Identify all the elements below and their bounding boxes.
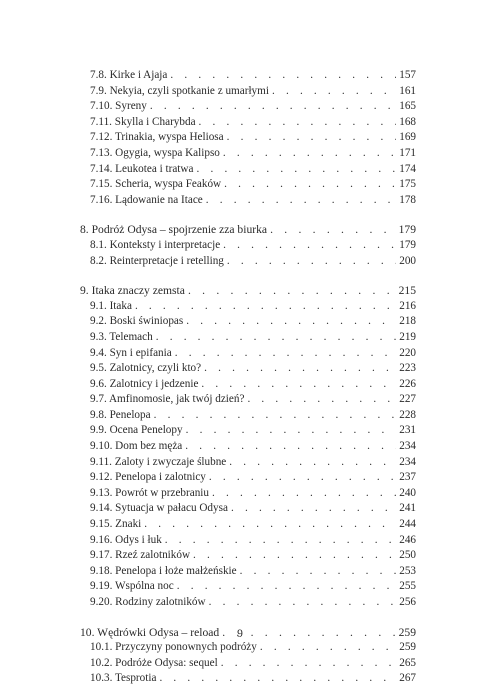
entry-label: 10.1. Przyczyny ponownych podróży bbox=[90, 641, 257, 654]
dot-leader bbox=[227, 254, 396, 270]
toc-entry bbox=[80, 423, 416, 439]
toc-entry bbox=[80, 162, 416, 178]
dot-leader bbox=[212, 486, 396, 502]
entry-page: 179 bbox=[399, 238, 416, 251]
entry-page: 223 bbox=[399, 362, 416, 375]
dot-leader bbox=[206, 193, 396, 209]
toc-entry bbox=[80, 501, 416, 517]
section-8 bbox=[80, 222, 416, 269]
dot-leader bbox=[170, 68, 396, 84]
entry-label: 9.9. Ocena Penelopy bbox=[90, 424, 183, 437]
dot-leader bbox=[247, 392, 396, 408]
chapter-page: 259 bbox=[398, 625, 416, 639]
toc-entry bbox=[80, 177, 416, 193]
toc-entry bbox=[80, 299, 416, 315]
dot-leader bbox=[199, 115, 397, 131]
entry-page: 241 bbox=[399, 502, 416, 515]
entry-label: 9.10. Dom bez męża bbox=[90, 440, 183, 453]
dot-leader bbox=[240, 564, 397, 580]
entry-label: 9.13. Powrót w przebraniu bbox=[90, 486, 209, 499]
toc-entry bbox=[80, 408, 416, 424]
entry-label: 8.1. Konteksty i interpretacje bbox=[90, 238, 221, 251]
entry-label: 9.11. Zaloty i zwyczaje ślubne bbox=[90, 455, 227, 468]
entry-page: 165 bbox=[399, 100, 416, 113]
toc-entry bbox=[80, 548, 416, 564]
entry-page: 220 bbox=[399, 346, 416, 359]
entry-label: 9.4. Syn i epifania bbox=[90, 346, 172, 359]
entry-page: 250 bbox=[399, 549, 416, 562]
toc-entry bbox=[80, 564, 416, 580]
entry-label: 7.11. Skylla i Charybda bbox=[90, 115, 196, 128]
entry-page: 219 bbox=[399, 330, 416, 343]
toc-entry bbox=[80, 330, 416, 346]
toc-entry bbox=[80, 146, 416, 162]
dot-leader bbox=[227, 130, 397, 146]
toc-entry bbox=[80, 656, 416, 672]
entry-page: 168 bbox=[399, 115, 416, 128]
toc-entry bbox=[80, 68, 416, 84]
entry-page: 237 bbox=[399, 471, 416, 484]
toc-entry bbox=[80, 238, 416, 254]
toc-entry bbox=[80, 130, 416, 146]
entry-label: 9.6. Zalotnicy i jedzenie bbox=[90, 377, 199, 390]
entry-page: 216 bbox=[399, 299, 416, 312]
entry-page: 256 bbox=[399, 596, 416, 608]
entry-page: 228 bbox=[399, 408, 416, 421]
entry-page: 253 bbox=[399, 564, 416, 577]
entry-label: 9.15. Znaki bbox=[90, 518, 142, 531]
toc-entry bbox=[80, 517, 416, 533]
dot-leader bbox=[201, 377, 396, 393]
entry-page: 255 bbox=[399, 580, 416, 593]
toc-entry bbox=[80, 193, 416, 209]
entry-page: 231 bbox=[399, 424, 416, 437]
dot-leader bbox=[221, 656, 397, 672]
toc-entry bbox=[80, 377, 416, 393]
dot-leader bbox=[223, 238, 396, 254]
table-of-contents bbox=[80, 68, 416, 687]
entry-label: 9.5. Zalotnicy, czyli kto? bbox=[90, 362, 202, 375]
entry-label: 7.8. Kirke i Ajaja bbox=[90, 69, 168, 81]
dot-leader bbox=[224, 177, 396, 193]
dot-leader bbox=[144, 517, 396, 533]
entry-page: 244 bbox=[399, 518, 416, 531]
dot-leader bbox=[186, 423, 397, 439]
section-7 bbox=[80, 68, 416, 208]
toc-entry bbox=[80, 595, 416, 611]
dot-leader bbox=[260, 640, 396, 656]
entry-label: 9.16. Odys i łuk bbox=[90, 533, 162, 546]
chapter-label: 9. Itaka znaczy zemsta bbox=[80, 284, 185, 298]
dot-leader bbox=[156, 330, 397, 346]
entry-label: 9.18. Penelopa i łoże małżeńskie bbox=[90, 564, 237, 577]
dot-leader bbox=[204, 361, 396, 377]
entry-page: 157 bbox=[399, 69, 416, 81]
chapter-label: 10. Wędrówki Odysa – reload bbox=[80, 625, 220, 639]
entry-label: 10.3. Tesprotia bbox=[90, 672, 157, 685]
toc-entry bbox=[80, 314, 416, 330]
dot-leader bbox=[209, 470, 396, 486]
chapter-page: 215 bbox=[398, 284, 416, 298]
toc-entry bbox=[80, 533, 416, 549]
dot-leader bbox=[188, 283, 396, 299]
entry-label: 7.9. Nekyia, czyli spotkanie z umarłymi bbox=[90, 84, 269, 97]
entry-page: 259 bbox=[399, 641, 416, 654]
entry-label: 10.2. Podróże Odysa: sequel bbox=[90, 656, 218, 669]
entry-page: 240 bbox=[399, 486, 416, 499]
entry-page: 218 bbox=[399, 315, 416, 328]
toc-entry bbox=[80, 99, 416, 115]
entry-page: 171 bbox=[399, 146, 416, 159]
entry-page: 174 bbox=[399, 162, 416, 175]
entry-label: 7.13. Ogygia, wyspa Kalipso bbox=[90, 146, 220, 159]
entry-label: 7.15. Scheria, wyspa Feaków bbox=[90, 178, 222, 191]
dot-leader bbox=[231, 501, 396, 517]
entry-label: 9.7. Amfinomosie, jak twój dzień? bbox=[90, 393, 245, 406]
toc-entry bbox=[80, 361, 416, 377]
dot-leader bbox=[229, 455, 396, 471]
toc-entry bbox=[80, 254, 416, 270]
dot-leader bbox=[175, 346, 397, 362]
chapter-label: 8. Podróż Odysa – spojrzenie zza biurka bbox=[80, 223, 268, 237]
page-number: 9 bbox=[237, 628, 243, 640]
entry-label: 7.14. Leukotea i tratwa bbox=[90, 162, 194, 175]
dot-leader bbox=[185, 439, 396, 455]
entry-label: 9.12. Penelopa i zalotnicy bbox=[90, 471, 206, 484]
dot-leader bbox=[223, 146, 396, 162]
entry-label: 9.8. Penelopa bbox=[90, 408, 151, 421]
toc-entry bbox=[80, 640, 416, 656]
chapter-page: 179 bbox=[398, 223, 416, 237]
entry-label: 9.17. Rzeź zalotników bbox=[90, 549, 191, 562]
dot-leader bbox=[165, 533, 396, 549]
chapter-heading bbox=[80, 222, 416, 238]
entry-page: 234 bbox=[399, 440, 416, 453]
entry-page: 226 bbox=[399, 377, 416, 390]
toc-entry bbox=[80, 579, 416, 595]
dot-leader bbox=[196, 162, 396, 178]
dot-leader bbox=[193, 548, 396, 564]
entry-label: 9.3. Telemach bbox=[90, 330, 153, 343]
entry-page: 265 bbox=[399, 656, 416, 669]
toc-entry bbox=[80, 486, 416, 502]
dot-leader bbox=[150, 99, 396, 115]
toc-entry bbox=[80, 671, 416, 687]
entry-page: 246 bbox=[399, 533, 416, 546]
toc-entry bbox=[80, 115, 416, 131]
entry-label: 7.10. Syreny bbox=[90, 100, 147, 113]
dot-leader bbox=[154, 408, 397, 424]
entry-label: 9.20. Rodziny zalotników bbox=[90, 596, 206, 608]
entry-page: 169 bbox=[399, 131, 416, 144]
dot-leader bbox=[272, 84, 396, 100]
entry-label: 9.2. Boski świniopas bbox=[90, 315, 184, 328]
dot-leader bbox=[270, 222, 396, 238]
dot-leader bbox=[159, 671, 396, 687]
chapter-heading bbox=[80, 283, 416, 299]
entry-label: 9.1. Itaka bbox=[90, 299, 132, 312]
dot-leader bbox=[135, 299, 396, 315]
entry-page: 234 bbox=[399, 455, 416, 468]
toc-entry bbox=[80, 84, 416, 100]
toc-entry bbox=[80, 392, 416, 408]
entry-label: 7.16. Lądowanie na Itace bbox=[90, 193, 203, 206]
entry-page: 200 bbox=[399, 254, 416, 267]
dot-leader bbox=[186, 314, 396, 330]
entry-label: 9.19. Wspólna noc bbox=[90, 580, 174, 593]
entry-label: 9.14. Sytuacja w pałacu Odysa bbox=[90, 502, 228, 515]
entry-label: 8.2. Reinterpretacje i retelling bbox=[90, 254, 224, 267]
entry-page: 161 bbox=[399, 84, 416, 97]
toc-entry bbox=[80, 346, 416, 362]
dot-leader bbox=[209, 595, 397, 611]
entry-label: 7.12. Trinakia, wyspa Heliosa bbox=[90, 131, 224, 144]
toc-entry bbox=[80, 470, 416, 486]
dot-leader bbox=[177, 579, 397, 595]
entry-page: 175 bbox=[399, 178, 416, 191]
toc-entry bbox=[80, 455, 416, 471]
entry-page: 227 bbox=[399, 393, 416, 406]
toc-entry bbox=[80, 439, 416, 455]
entry-page: 267 bbox=[399, 672, 416, 685]
section-9 bbox=[80, 283, 416, 610]
entry-page: 178 bbox=[399, 193, 416, 206]
